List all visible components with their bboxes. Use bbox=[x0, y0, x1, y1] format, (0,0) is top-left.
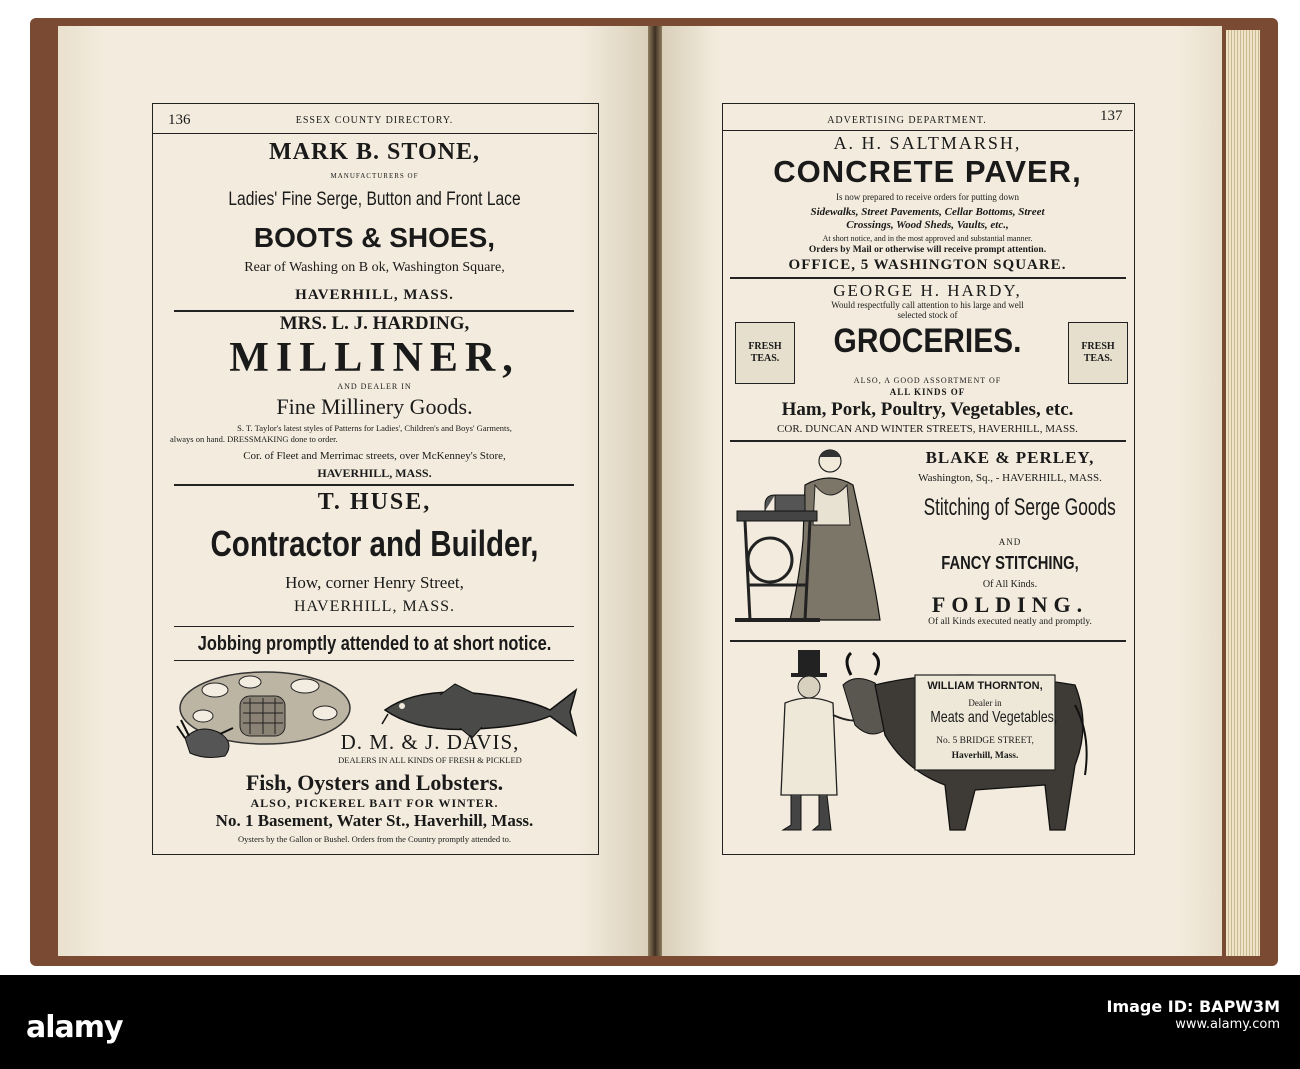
stone-city: HAVERHILL, MASS. bbox=[295, 287, 454, 303]
hardy-kinds: ALL KINDS OF bbox=[889, 387, 966, 397]
thornton-city: Haverhill, Mass. bbox=[951, 751, 1019, 761]
thornton-dealer: Dealer in bbox=[968, 698, 1002, 708]
harding-address: Cor. of Fleet and Merrimac streets, over McKenney's Store, bbox=[243, 450, 506, 462]
saltmarsh-items1: Sidewalks, Street Pavements, Cellar Bottoms, Street bbox=[810, 206, 1045, 218]
davis-name: D. M. & J. DAVIS, bbox=[340, 730, 520, 754]
page-edges bbox=[1226, 30, 1260, 956]
huse-trade: Contractor and Builder, bbox=[210, 523, 539, 564]
hardy-goods: Ham, Pork, Poultry, Vegetables, etc. bbox=[781, 399, 1074, 420]
stone-address: Rear of Washing on B ok, Washington Square, bbox=[244, 260, 505, 275]
hardy-address: COR. DUNCAN AND WINTER STREETS, HAVERHILL, MASS. bbox=[777, 423, 1078, 435]
divider bbox=[174, 484, 574, 486]
blake-address: Washington, Sq., - HAVERHILL, MASS. bbox=[918, 472, 1102, 484]
huse-city: HAVERHILL, MASS. bbox=[293, 598, 456, 615]
davis-address: No. 1 Basement, Water St., Haverhill, Mass. bbox=[215, 811, 534, 830]
thornton-name: WILLIAM THORNTON, bbox=[927, 680, 1043, 692]
divider bbox=[174, 310, 574, 312]
harding-note2: always on hand. DRESSMAKING done to order. bbox=[170, 434, 338, 444]
blake-and: AND bbox=[998, 537, 1022, 547]
huse-note: Jobbing promptly attended to at short notice. bbox=[197, 633, 552, 655]
blake-footer: Of all Kinds executed neatly and promptly. bbox=[928, 617, 1092, 627]
davis-dealers: DEALERS IN ALL KINDS OF FRESH & PICKLED bbox=[338, 755, 522, 765]
divider bbox=[722, 130, 1133, 131]
saltmarsh-notice: At short notice, and in the most approved and substantial manner. bbox=[822, 234, 1033, 243]
davis-bait: ALSO, PICKEREL BAIT FOR WINTER. bbox=[250, 796, 499, 810]
running-head-left: ESSEX COUNTY DIRECTORY. bbox=[295, 115, 454, 126]
saltmarsh-name: A. H. SALTMARSH, bbox=[833, 133, 1022, 153]
blake-folding: FOLDING. bbox=[931, 592, 1089, 617]
sewing-machine-illustration bbox=[735, 445, 895, 630]
saltmarsh-prep: Is now prepared to receive orders for putting down bbox=[836, 192, 1019, 202]
watermark-band bbox=[0, 975, 1300, 1069]
saltmarsh-mail: Orders by Mail or otherwise will receive prompt attention. bbox=[808, 245, 1047, 255]
divider bbox=[730, 440, 1126, 442]
site-url: www.alamy.com bbox=[1175, 1017, 1280, 1032]
thornton-address: No. 5 BRIDGE STREET, bbox=[936, 736, 1034, 746]
stone-name: MARK B. STONE, bbox=[269, 139, 480, 165]
alamy-logo: alamy bbox=[26, 1010, 123, 1045]
blake-kinds: Of All Kinds. bbox=[982, 579, 1038, 590]
blake-line2: FANCY STITCHING, bbox=[941, 553, 1079, 573]
divider bbox=[174, 660, 574, 661]
huse-address: How, corner Henry Street, bbox=[285, 573, 464, 592]
page-number-right: 137 bbox=[1100, 108, 1123, 124]
harding-goods: Fine Millinery Goods. bbox=[276, 394, 473, 419]
blake-line1: Stitching of Serge Goods bbox=[923, 494, 1116, 521]
huse-name: T. HUSE, bbox=[317, 489, 432, 515]
harding-note1: S. T. Taylor's latest styles of Patterns for Ladies', Children's and Boys' Garments, bbox=[237, 423, 512, 433]
hardy-intro2: selected stock of bbox=[897, 310, 958, 320]
running-head-right: ADVERTISING DEPARTMENT. bbox=[827, 115, 987, 126]
saltmarsh-trade: CONCRETE PAVER, bbox=[773, 154, 1082, 189]
hardy-name: GEORGE H. HARDY, bbox=[833, 281, 1022, 300]
stone-line1: Ladies' Fine Serge, Button and Front Lace bbox=[228, 189, 521, 210]
davis-footer: Oysters by the Gallon or Bushel. Orders from the Country promptly attended to. bbox=[238, 834, 511, 844]
hardy-intro1: Would respectfully call attention to his large and well bbox=[831, 300, 1024, 310]
davis-goods: Fish, Oysters and Lobsters. bbox=[245, 770, 504, 795]
book-gutter bbox=[648, 26, 662, 956]
harding-dealer: AND DEALER IN bbox=[337, 382, 412, 391]
stone-product: BOOTS & SHOES, bbox=[253, 222, 496, 253]
divider bbox=[174, 626, 574, 627]
hardy-trade: GROCERIES. bbox=[833, 322, 1022, 360]
watermark-info bbox=[1106, 998, 1280, 1034]
saltmarsh-items2: Crossings, Wood Sheds, Vaults, etc., bbox=[846, 219, 1009, 231]
harding-trade: MILLINER, bbox=[229, 335, 520, 381]
divider bbox=[730, 277, 1126, 279]
blake-name: BLAKE & PERLEY, bbox=[925, 448, 1095, 467]
divider bbox=[152, 133, 597, 134]
harding-city: HAVERHILL, MASS. bbox=[317, 466, 432, 480]
tea-box-label: FRESH TEAS. bbox=[748, 341, 782, 364]
stone-role: MANUFACTURERS OF bbox=[330, 172, 419, 180]
image-id: Image ID: BAPW3M bbox=[1106, 997, 1280, 1016]
thornton-goods: Meats and Vegetables, bbox=[930, 709, 1058, 726]
divider bbox=[730, 640, 1126, 642]
harding-name: MRS. L. J. HARDING, bbox=[279, 313, 470, 334]
hardy-also: ALSO, A GOOD ASSORTMENT OF bbox=[853, 376, 1002, 385]
tea-box-label: FRESH TEAS. bbox=[1081, 341, 1115, 364]
saltmarsh-office: OFFICE, 5 WASHINGTON SQUARE. bbox=[788, 257, 1067, 273]
page-number-left: 136 bbox=[168, 112, 191, 128]
